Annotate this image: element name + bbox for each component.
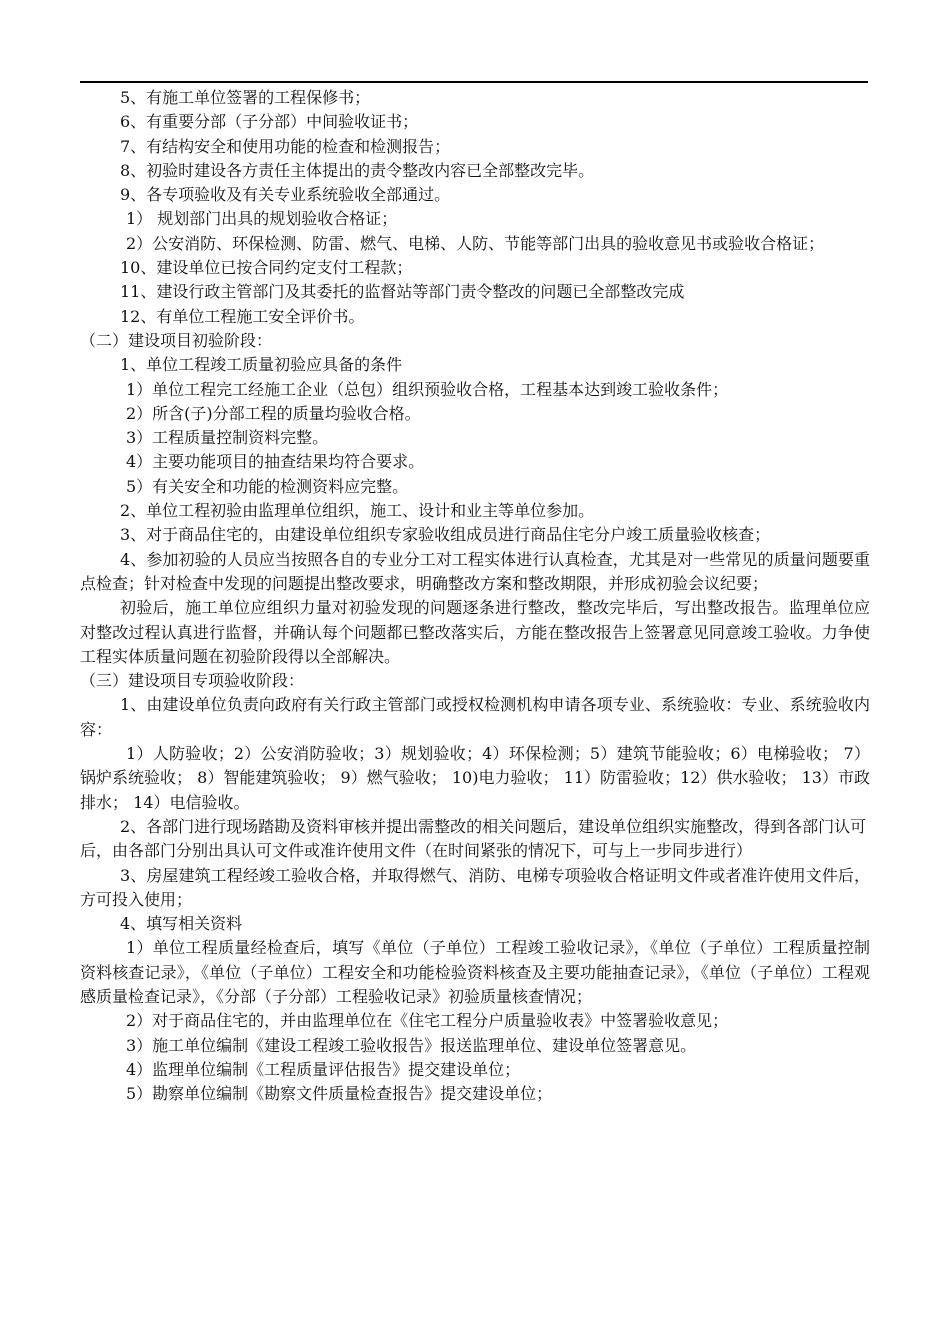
- paragraph: 5）勘察单位编制《勘察文件质量检查报告》提交建设单位；: [126, 1084, 553, 1104]
- paragraph: 3）施工单位编制《建设工程竣工验收报告》报送监理单位、建设单位签署意见。: [126, 1035, 697, 1055]
- paragraph: 2、各部门进行现场踏勘及资料审核并提出需整改的相关问题后，建设单位组织实施整改，得到各部门认可后，由各部门分别出具认可文件或准许使用文件（在时间紧张的情况下，可与上一步同步进行）: [80, 816, 867, 861]
- paragraph: 5）有关安全和功能的检测资料应完整。: [126, 476, 409, 496]
- section-heading: （二）建设项目初验阶段：: [80, 330, 273, 350]
- header-rule: [80, 81, 868, 83]
- paragraph: 5、有施工单位签署的工程保修书；: [120, 88, 371, 107]
- paragraph: 1） 规划部门出具的规划验收合格证；: [126, 209, 398, 229]
- paragraph: 7、有结构安全和使用功能的检查和检测报告；: [120, 136, 451, 156]
- paragraph: 3、房屋建筑工程经竣工验收合格，并取得燃气、消防、电梯专项验收合格证明文件或者准许使用文件后，方可投入使用；: [80, 865, 870, 909]
- paragraph: 3）工程质量控制资料完整。: [126, 428, 329, 448]
- paragraph: 4、参加初验的人员应当按照各自的专业分工对工程实体进行认真检查，尤其是对一些常见的质量问题要重点检查；针对检查中发现的问题提出整改要求，明确整改方案和整改期限，并形成初验会议纪要；: [80, 549, 870, 593]
- document-body: [80, 86, 870, 1106]
- paragraph: 2）公安消防、环保检测、防雷、燃气、电梯、人防、节能等部门出具的验收意见书或验收合格证；: [126, 233, 825, 253]
- paragraph: 12、有单位工程施工安全评价书。: [120, 306, 365, 326]
- paragraph: 10、建设单位已按合同约定支付工程款；: [120, 258, 413, 278]
- paragraph: 2）所含(子)分部工程的质量均验收合格。: [126, 403, 421, 423]
- paragraph: 2、单位工程初验由监理单位组织，施工、设计和业主等单位参加。: [120, 501, 595, 521]
- paragraph: 3、对于商品住宅的，由建设单位组织专家验收组成员进行商品住宅分户竣工质量验收核查；: [120, 525, 771, 545]
- section-heading: （三）建设项目专项验收阶段：: [80, 671, 305, 691]
- paragraph: 11、建设行政主管部门及其委托的监督站等部门责令整改的问题已全部整改完成: [120, 282, 685, 302]
- paragraph: 1、由建设单位负责向政府有关行政主管部门或授权检测机构申请各项专业、系统验收：专业、系统验收内容：: [80, 695, 870, 739]
- paragraph: 4）主要功能项目的抽查结果均符合要求。: [126, 452, 425, 472]
- paragraph: 9、各专项验收及有关专业系统验收全部通过。: [120, 185, 451, 205]
- paragraph: 1）单位工程质量经检查后，填写《单位（子单位）工程竣工验收记录》，《单位（子单位）工程质量控制资料核查记录》，《单位（子单位）工程安全和功能检验资料核查及主要功能抽查记录》，《单位（子单位）工程观感质量检查记录》，《分部（子分部）工程验收记录》初验质量核查情况；: [80, 938, 870, 1006]
- paragraph: 1）人防验收；2）公安消防验收；3）规划验收；4）环保检测；5）建筑节能验收；6）电梯验收； 7）锅炉系统验收； 8）智能建筑验收； 9）燃气验收； 10)电力验收； 11）防雷验收；12）供水验收； 13）市政排水； 14）电信验收。: [80, 744, 870, 812]
- paragraph: 1、单位工程竣工质量初验应具备的条件: [120, 355, 403, 375]
- paragraph: 6、有重要分部（子分部）中间验收证书；: [120, 112, 419, 132]
- paragraph: 4）监理单位编制《工程质量评估报告》提交建设单位；: [126, 1059, 521, 1079]
- paragraph: 8、初验时建设各方责任主体提出的责令整改内容已全部整改完毕。: [120, 160, 595, 180]
- paragraph: 1）单位工程完工经施工企业（总包）组织预验收合格，工程基本达到竣工验收条件；: [126, 379, 729, 399]
- paragraph: 2）对于商品住宅的，并由监理单位在《住宅工程分户质量验收表》中签署验收意见；: [126, 1011, 729, 1031]
- paragraph: 初验后，施工单位应组织力量对初验发现的问题逐条进行整改，整改完毕后，写出整改报告。监理单位应对整改过程认真进行监督，并确认每个问题都已整改落实后，方能在整改报告上签署意见同意竣工验收。力争使工程实体质量问题在初验阶段得以全部解决。: [80, 598, 870, 666]
- paragraph: 4、填写相关资料: [120, 914, 243, 934]
